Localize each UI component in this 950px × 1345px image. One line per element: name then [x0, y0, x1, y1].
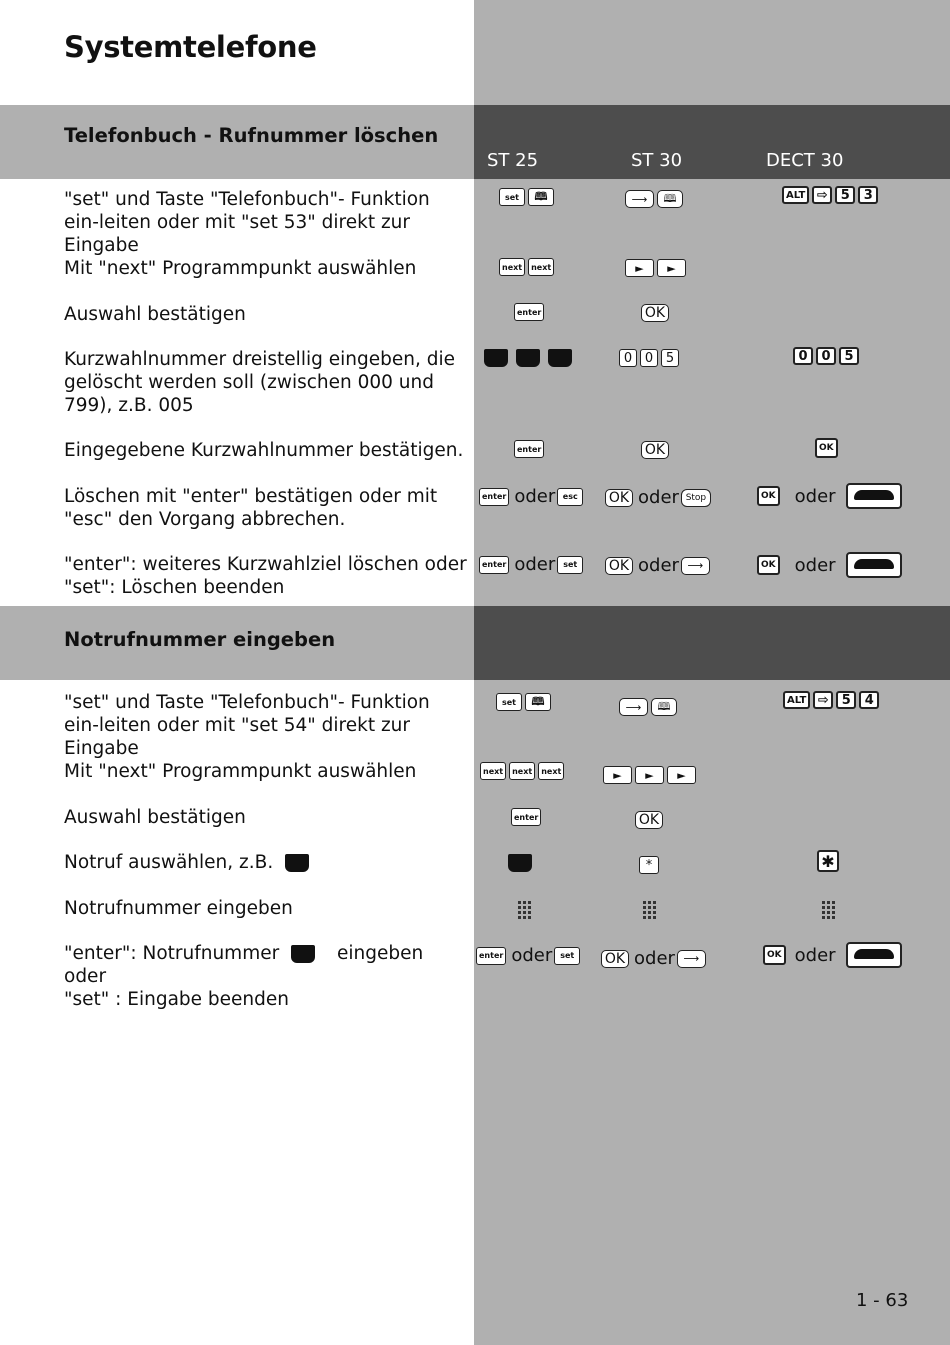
- ok-key[interactable]: OK: [605, 557, 633, 575]
- digit-0-key[interactable]: 0: [640, 349, 658, 367]
- hang-up-icon[interactable]: [846, 483, 902, 509]
- ok-key[interactable]: OK: [605, 489, 633, 507]
- digit-4-key[interactable]: 4: [859, 691, 879, 709]
- section2-heading: Notrufnummer eingeben: [64, 628, 336, 651]
- st30-keys-s2-step5: [643, 901, 656, 919]
- digit-5-key[interactable]: 5: [661, 349, 679, 367]
- st30-keys-s2-step6: [601, 948, 709, 969]
- play-key[interactable]: ►: [603, 766, 632, 784]
- step-text: Auswahl bestätigen: [64, 304, 246, 325]
- st30-keys-step4: [619, 349, 682, 367]
- oder-text: oder: [638, 487, 679, 508]
- oder-text: oder: [794, 944, 836, 966]
- st25-keys-step5: [514, 440, 547, 458]
- st30-keys-step2: [625, 259, 689, 277]
- ok-key[interactable]: OK: [763, 945, 786, 965]
- oder-text: oder: [514, 486, 556, 507]
- step-text: [64, 851, 469, 874]
- st25-keys-s2-step6: [476, 945, 583, 966]
- keypad-icon: [518, 901, 531, 919]
- next-key[interactable]: next: [538, 762, 564, 780]
- st30-keys-step6: [605, 487, 714, 508]
- st30-keys-s2-step3: [635, 811, 666, 829]
- enter-key[interactable]: enter: [511, 808, 541, 826]
- dect-arrow-key[interactable]: ⇨: [812, 186, 832, 204]
- digit-key-placeholder[interactable]: [516, 349, 540, 367]
- arrow-key[interactable]: ⟶: [681, 557, 710, 575]
- oder-text: oder: [638, 555, 679, 576]
- step-text: Eingegebene Kurzwahlnummer bestätigen.: [64, 440, 464, 461]
- column-header-st25: ST 25: [487, 150, 539, 171]
- dect-arrow-key[interactable]: ⇨: [813, 691, 833, 709]
- dect-keys-step6: [757, 483, 902, 509]
- ok-key[interactable]: OK: [635, 811, 663, 829]
- digit-key-placeholder[interactable]: [548, 349, 572, 367]
- arrow-key[interactable]: ⟶: [625, 190, 654, 208]
- step-text: Kurzwahlnummer dreistellig eingeben, die gelöscht werden soll (zwischen 000 und 799), z.B. 005: [64, 349, 455, 416]
- alt-key[interactable]: ALT: [782, 186, 809, 204]
- phonebook-key[interactable]: 🕮: [528, 188, 554, 206]
- section1-dark-band: [474, 105, 950, 179]
- set-key[interactable]: set: [496, 693, 522, 711]
- set-key[interactable]: set: [499, 188, 525, 206]
- digit-key-placeholder[interactable]: [484, 349, 508, 367]
- next-key[interactable]: next: [509, 762, 535, 780]
- phonebook-key[interactable]: 🕮: [525, 693, 551, 711]
- digit-5-key[interactable]: 5: [835, 186, 855, 204]
- st25-keys-s2-step3: [511, 808, 544, 826]
- star-key[interactable]: *: [639, 856, 659, 874]
- dect-keys-step5: [815, 438, 841, 458]
- esc-key[interactable]: esc: [557, 488, 583, 506]
- st30-keys-s2-step2: [603, 766, 699, 784]
- step-text: Löschen mit "enter" bestätigen oder mit "esc" den Vorgang abbrechen.: [64, 486, 438, 530]
- dect-keys-step7: [757, 552, 902, 578]
- ok-key[interactable]: OK: [757, 555, 780, 575]
- column-header-dect30: DECT 30: [766, 150, 844, 171]
- enter-key[interactable]: enter: [514, 440, 544, 458]
- keypad-icon: [822, 901, 835, 919]
- digit-0-key[interactable]: 0: [619, 349, 637, 367]
- next-key[interactable]: next: [499, 258, 525, 276]
- play-key[interactable]: ►: [667, 766, 696, 784]
- keypad-icon: [643, 901, 656, 919]
- st25-keys-step6: [479, 486, 586, 507]
- enter-key[interactable]: enter: [479, 488, 509, 506]
- phonebook-key[interactable]: 🕮: [651, 698, 677, 716]
- arrow-key[interactable]: ⟶: [619, 698, 648, 716]
- emergency-key-example: [285, 854, 309, 872]
- step-text: Mit "next" Programmpunkt auswählen: [64, 761, 417, 782]
- dect-keys-s2-step4: [817, 850, 842, 872]
- enter-key[interactable]: enter: [514, 303, 544, 321]
- digit-5-key[interactable]: 5: [836, 691, 856, 709]
- ok-key[interactable]: OK: [641, 304, 669, 322]
- stop-key[interactable]: Stop: [681, 489, 711, 507]
- st25-keys-step3: [514, 303, 547, 321]
- star-key[interactable]: ✱: [817, 850, 839, 872]
- dect-keys-s2-step1: [783, 691, 882, 709]
- next-key[interactable]: next: [528, 258, 554, 276]
- dect-keys-step1: [782, 186, 881, 204]
- section1-heading: Telefonbuch - Rufnummer löschen: [64, 124, 439, 147]
- step-text: Auswahl bestätigen: [64, 807, 246, 828]
- page-number: 1 - 63: [856, 1290, 909, 1311]
- st30-keys-step5: [641, 441, 672, 459]
- digit-5-key[interactable]: 5: [839, 347, 859, 365]
- oder-text: oder: [634, 948, 675, 969]
- enter-key[interactable]: enter: [476, 947, 506, 965]
- st30-keys-step7: [605, 555, 713, 576]
- st25-keys-step2: [499, 258, 557, 276]
- st25-keys-s2-step4: [508, 854, 540, 872]
- st25-keys-s2-step2: [480, 762, 567, 780]
- digit-3-key[interactable]: 3: [858, 186, 878, 204]
- set-key[interactable]: set: [554, 947, 580, 965]
- phonebook-key[interactable]: 🕮: [657, 190, 683, 208]
- arrow-key[interactable]: ⟶: [677, 950, 706, 968]
- oder-text: oder: [794, 485, 836, 507]
- play-key[interactable]: ►: [625, 259, 654, 277]
- play-key[interactable]: ►: [635, 766, 664, 784]
- ok-key[interactable]: OK: [815, 438, 838, 458]
- set-key[interactable]: set: [557, 556, 583, 574]
- next-key[interactable]: next: [480, 762, 506, 780]
- hang-up-icon[interactable]: [846, 942, 902, 968]
- st30-keys-s2-step4: [639, 856, 662, 874]
- dect-keys-s2-step5: [822, 901, 835, 919]
- enter-key[interactable]: enter: [479, 556, 509, 574]
- step-text: "enter": weiteres Kurzwahlziel löschen oder "set": Löschen beenden: [64, 554, 467, 598]
- dect-keys-s2-step6: [763, 942, 902, 968]
- ok-key[interactable]: OK: [601, 950, 629, 968]
- step-text: Mit "next" Programmpunkt auswählen: [64, 258, 417, 279]
- ok-key[interactable]: OK: [757, 486, 780, 506]
- step-text: "set" und Taste "Telefonbuch"- Funktion ein-leiten oder mit "set 54" direkt zur Eingabe: [64, 692, 430, 759]
- st25-keys-step1: [499, 188, 557, 206]
- dect-keys-step4: [793, 347, 862, 365]
- oder-text: oder: [511, 945, 553, 966]
- digit-0-key[interactable]: 0: [793, 347, 813, 365]
- st30-keys-step1: [625, 190, 686, 208]
- step-text-part: "set" : Eingabe beenden: [64, 989, 290, 1010]
- alt-key[interactable]: ALT: [783, 691, 810, 709]
- step-text: [64, 942, 469, 1011]
- hang-up-icon[interactable]: [846, 552, 902, 578]
- page-title: Systemtelefone: [64, 30, 317, 64]
- step-text-part: eingeben oder: [64, 943, 424, 987]
- emergency-key[interactable]: [508, 854, 532, 872]
- step-text-part: "enter": Notrufnummer: [64, 943, 280, 964]
- step-text: Notrufnummer eingeben: [64, 898, 293, 919]
- digit-0-key[interactable]: 0: [816, 347, 836, 365]
- emergency-key-example: [291, 945, 315, 963]
- oder-text: oder: [794, 554, 836, 576]
- column-header-st30: ST 30: [631, 150, 683, 171]
- st25-keys-step7: [479, 554, 586, 575]
- play-key[interactable]: ►: [657, 259, 686, 277]
- oder-text: oder: [514, 554, 556, 575]
- st25-keys-step4: [484, 349, 580, 367]
- st25-keys-s2-step1: [496, 693, 554, 711]
- step-text-part: Notruf auswählen, z.B.: [64, 852, 274, 873]
- st30-keys-step3: [641, 304, 672, 322]
- ok-key[interactable]: OK: [641, 441, 669, 459]
- st25-keys-s2-step5: [518, 901, 531, 919]
- step-text: "set" und Taste "Telefonbuch"- Funktion ein-leiten oder mit "set 53" direkt zur Eingabe: [64, 189, 430, 256]
- section2-dark-band: [474, 606, 950, 680]
- st30-keys-s2-step1: [619, 698, 680, 716]
